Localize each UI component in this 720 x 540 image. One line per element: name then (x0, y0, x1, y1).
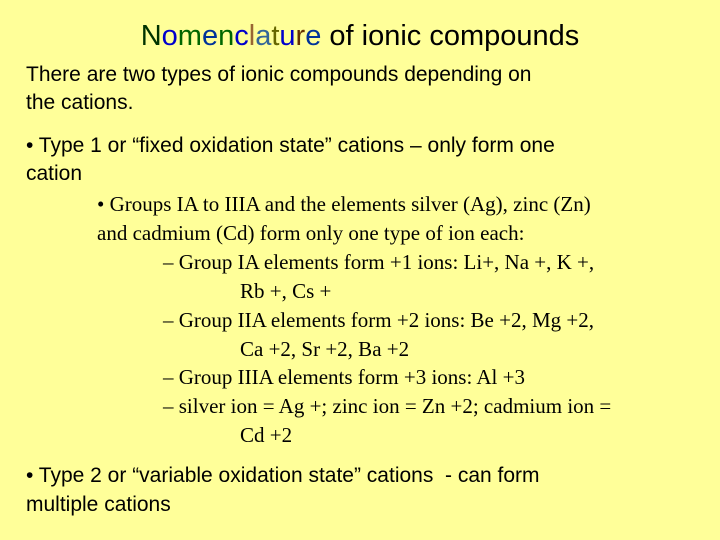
title-letter: N (140, 20, 162, 52)
title-letter: r (295, 20, 306, 52)
group-ia-item-cont: Rb +, Cs + (240, 279, 332, 303)
title-letter: a (255, 20, 272, 52)
intro-text-line: the cations. (26, 91, 134, 114)
title-rest: of ionic compounds (321, 20, 580, 52)
silver-zinc-cadmium-item-cont: Cd +2 (240, 423, 293, 447)
slide-title (0, 18, 720, 54)
title-letter: e (201, 20, 219, 52)
title-letter: u (279, 20, 296, 52)
title-letter: n (218, 20, 235, 52)
title-letter: c (234, 20, 249, 52)
groups-subbullet: • Groups IA to IIIA and the elements silver (Ag), zinc (Zn) (97, 192, 591, 216)
title-letter: m (177, 20, 202, 52)
type1-bullet-cont: cation (26, 162, 83, 185)
intro-text-line: There are two types of ionic compounds depending on (26, 63, 532, 86)
group-iia-item-cont: Ca +2, Sr +2, Ba +2 (240, 337, 410, 361)
groups-subbullet-cont: and cadmium (Cd) form only one type of ion each: (97, 221, 525, 245)
group-iia-item: – Group IIA elements form +2 ions: Be +2, Mg +2, (163, 308, 594, 332)
type2-bullet-cont: multiple cations (26, 493, 171, 516)
type1-bullet: • Type 1 or “fixed oxidation state” cations – only form one (26, 134, 555, 157)
title-letter: t (271, 20, 280, 52)
title-letter: o (161, 20, 178, 52)
group-iiia-item: – Group IIIA elements form +3 ions: Al +3 (163, 365, 525, 389)
title-letter: l (248, 20, 256, 52)
title-letter: e (305, 20, 322, 52)
type2-bullet: • Type 2 or “variable oxidation state” cations - can form (26, 464, 540, 487)
group-ia-item: – Group IA elements form +1 ions: Li+, Na +, K +, (163, 250, 595, 274)
silver-zinc-cadmium-item: – silver ion = Ag +; zinc ion = Zn +2; cadmium ion = (163, 394, 612, 418)
